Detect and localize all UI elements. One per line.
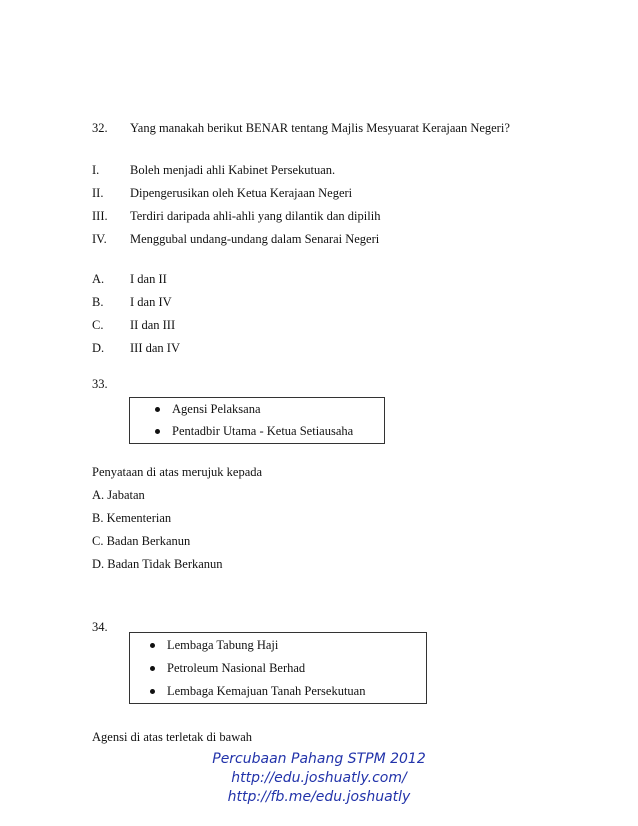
q32-option-text: III dan IV bbox=[130, 341, 180, 355]
q34-box-item-text: Lembaga Kemajuan Tanah Persekutuan bbox=[167, 684, 366, 698]
q33-box-item bbox=[155, 424, 353, 439]
q32-option-label: D. bbox=[92, 341, 105, 355]
q32-option-text: I dan II bbox=[130, 272, 167, 286]
q34-box-item bbox=[150, 638, 278, 653]
q34-info-box bbox=[129, 632, 427, 704]
footer-link-site[interactable]: http://edu.joshuatly.com/ bbox=[231, 770, 407, 786]
bullet-icon bbox=[150, 689, 155, 694]
q33-box-item-text: Pentadbir Utama - Ketua Setiausaha bbox=[172, 424, 354, 438]
q33-option: B. Kementerian bbox=[92, 511, 172, 525]
bullet-icon bbox=[150, 666, 155, 671]
q33-option: D. Badan Tidak Berkanun bbox=[92, 557, 223, 571]
footer-title: Percubaan Pahang STPM 2012 bbox=[212, 751, 426, 767]
q34-box-item-text: Lembaga Tabung Haji bbox=[167, 638, 279, 652]
q34-number: 34. bbox=[92, 620, 108, 634]
q33-number: 33. bbox=[92, 377, 108, 391]
q33-option: C. Badan Berkanun bbox=[92, 534, 191, 548]
bullet-icon bbox=[150, 643, 155, 648]
bullet-icon bbox=[155, 429, 160, 434]
q32-option-text: I dan IV bbox=[130, 295, 172, 309]
q32-number: 32. bbox=[92, 121, 108, 135]
q33-info-box bbox=[129, 397, 385, 444]
q32-option-label: B. bbox=[92, 295, 104, 309]
q34-prompt: Agensi di atas terletak di bawah bbox=[92, 730, 253, 744]
footer-link-facebook[interactable]: http://fb.me/edu.joshuatly bbox=[227, 789, 411, 805]
q32-statement-label: II. bbox=[92, 186, 104, 200]
q32-option-label: A. bbox=[92, 272, 105, 286]
q33-box-item-text: Agensi Pelaksana bbox=[172, 402, 261, 416]
q32-option-text: II dan III bbox=[130, 318, 176, 332]
bullet-icon bbox=[155, 407, 160, 412]
q32-question: Yang manakah berikut BENAR tentang Majlis Mesyuarat Kerajaan Negeri? bbox=[130, 121, 510, 135]
q34-box-item bbox=[150, 661, 305, 676]
q34-box-item bbox=[150, 684, 365, 699]
q34-box-item-text: Petroleum Nasional Berhad bbox=[167, 661, 306, 675]
q33-option: A. Jabatan bbox=[92, 488, 145, 502]
q33-box-item bbox=[155, 402, 261, 417]
q32-statement-label: III. bbox=[92, 209, 108, 223]
q32-statement-label: I. bbox=[92, 163, 100, 177]
q32-statement-text: Dipengerusikan oleh Ketua Kerajaan Negeri bbox=[130, 186, 353, 200]
q32-statement-label: IV. bbox=[92, 232, 107, 246]
q32-statement-text: Terdiri daripada ahli-ahli yang dilantik dan dipilih bbox=[130, 209, 381, 223]
q32-option-label: C. bbox=[92, 318, 104, 332]
q32-statement-text: Boleh menjadi ahli Kabinet Persekutuan. bbox=[130, 163, 336, 177]
q33-prompt: Penyataan di atas merujuk kepada bbox=[92, 465, 263, 479]
q32-statement-text: Menggubal undang-undang dalam Senarai Negeri bbox=[130, 232, 380, 246]
